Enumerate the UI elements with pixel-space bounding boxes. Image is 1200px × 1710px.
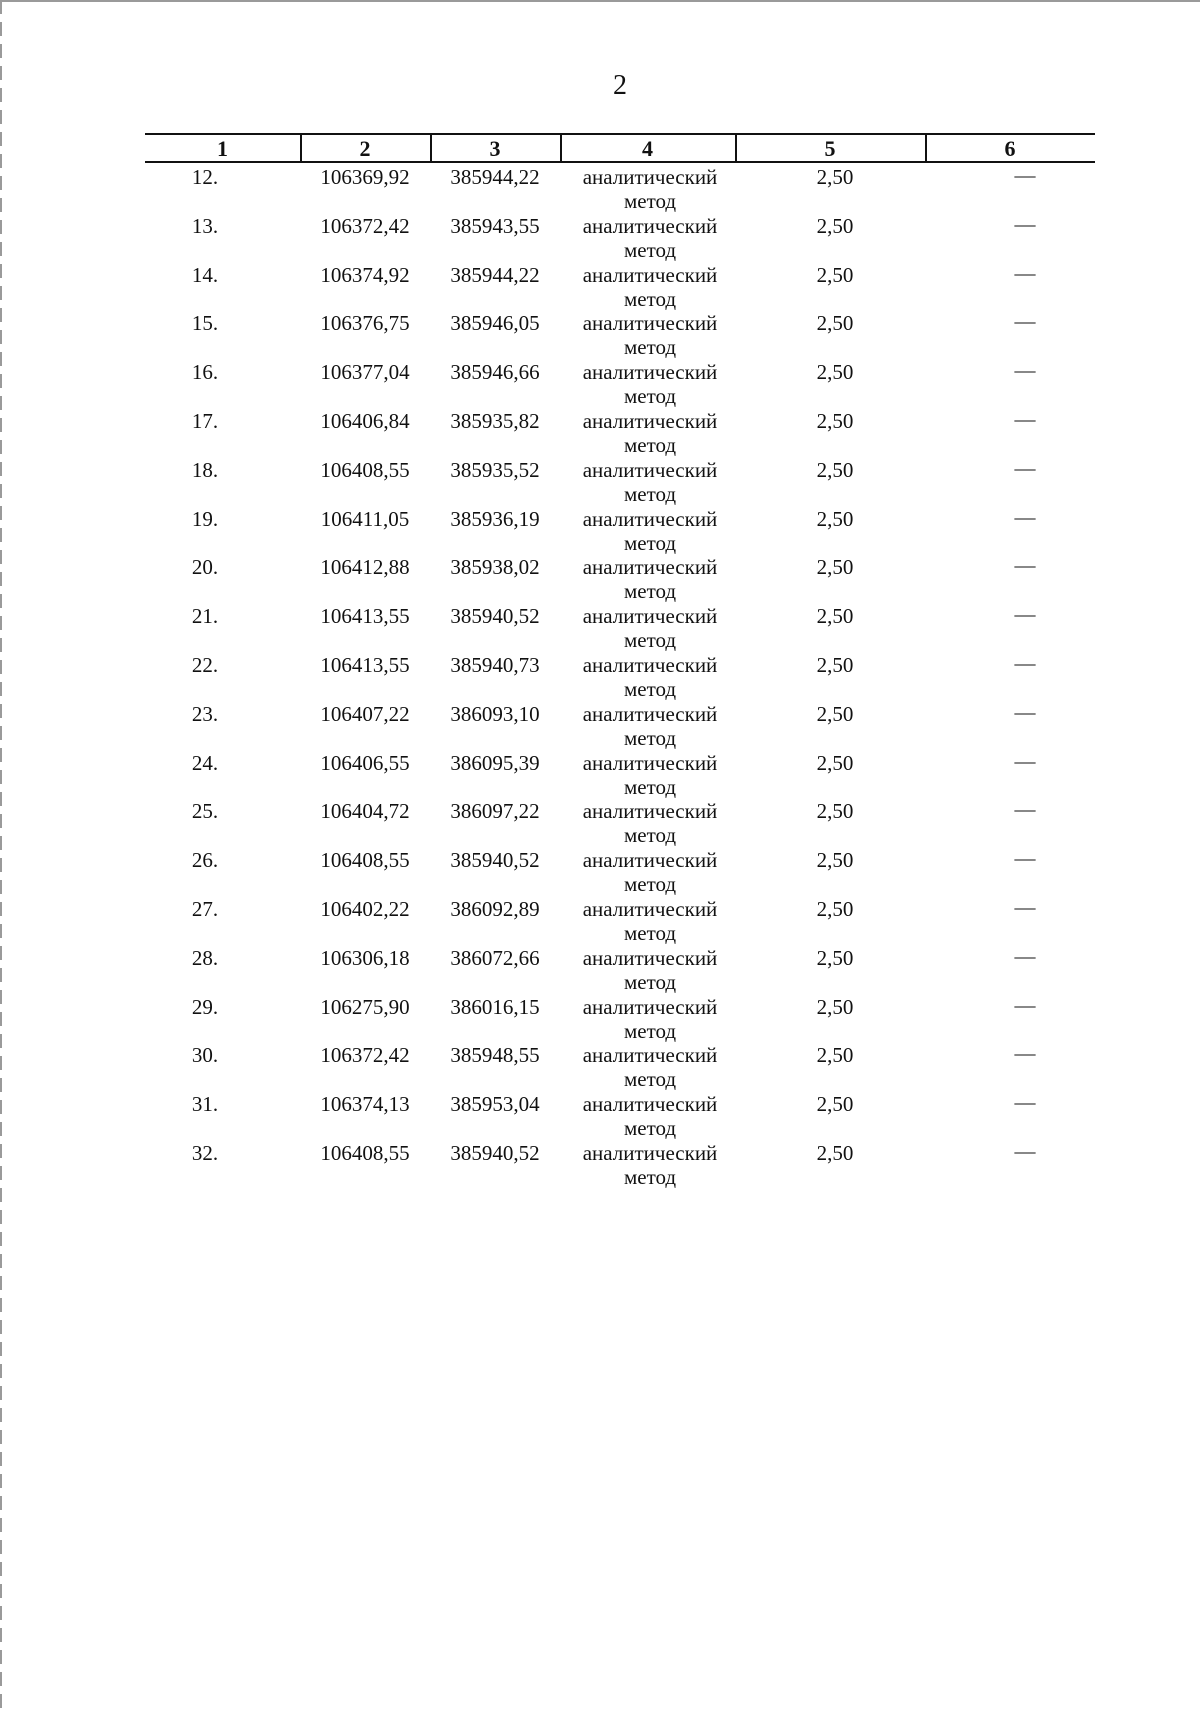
point-number: 20.: [191, 555, 219, 580]
note-cell: —: [1014, 846, 1036, 871]
coordinate-y: 386093,10: [450, 701, 540, 726]
accuracy-value: 2,50: [816, 750, 854, 775]
point-number: 22.: [191, 652, 219, 677]
point-number: 30.: [191, 1043, 219, 1068]
accuracy-value: 2,50: [816, 1140, 854, 1165]
table-row: [145, 358, 1095, 407]
note-cell: —: [1014, 1041, 1036, 1066]
method-line-2: метод: [623, 530, 677, 555]
table-row: [145, 1139, 1095, 1188]
coordinate-y: 385935,82: [450, 408, 540, 433]
method-line-2: метод: [623, 286, 677, 311]
coordinate-x: 106408,55: [320, 1140, 410, 1165]
note-cell: —: [1014, 260, 1036, 285]
accuracy-value: 2,50: [816, 1092, 854, 1117]
point-number: 14.: [191, 262, 219, 287]
method-line-1: аналитический: [582, 1092, 718, 1117]
coordinate-y: 385953,04: [450, 1092, 540, 1117]
method-cell: [560, 507, 740, 555]
method-line-1: аналитический: [582, 799, 718, 824]
coordinate-x: 106404,72: [320, 799, 410, 824]
coordinate-y: 385935,52: [450, 457, 540, 482]
point-number: 21.: [191, 604, 219, 629]
accuracy-value: 2,50: [816, 408, 854, 433]
method-cell: [560, 995, 740, 1043]
accuracy-value: 2,50: [816, 213, 854, 238]
coordinate-y: 385946,05: [450, 311, 540, 336]
point-number: 31.: [191, 1092, 219, 1117]
method-line-2: метод: [623, 676, 677, 701]
method-line-2: метод: [623, 920, 677, 945]
accuracy-value: 2,50: [816, 652, 854, 677]
method-cell: [560, 604, 740, 652]
coordinate-x: 106413,55: [320, 604, 410, 629]
method-line-1: аналитический: [582, 896, 718, 921]
point-number: 25.: [191, 799, 219, 824]
method-cell: [560, 751, 740, 799]
note-cell: —: [1014, 309, 1036, 334]
coordinate-x: 106408,55: [320, 848, 410, 873]
note-cell: —: [1014, 553, 1036, 578]
table-row: [145, 553, 1095, 602]
coordinate-y: 385940,73: [450, 652, 540, 677]
table-row: [145, 602, 1095, 651]
table-row: [145, 749, 1095, 798]
method-cell: [560, 1141, 740, 1189]
method-line-1: аналитический: [582, 1043, 718, 1068]
coordinate-x: 106372,42: [320, 1043, 410, 1068]
point-number: 17.: [191, 408, 219, 433]
point-number: 32.: [191, 1140, 219, 1165]
method-cell: [560, 458, 740, 506]
coordinate-y: 385944,22: [450, 262, 540, 287]
method-cell: [560, 214, 740, 262]
note-cell: —: [1014, 1090, 1036, 1115]
method-line-1: аналитический: [582, 750, 718, 775]
coordinate-y: 385944,22: [450, 165, 540, 189]
method-line-1: аналитический: [582, 408, 718, 433]
table-row: [145, 651, 1095, 700]
method-cell: [560, 165, 740, 213]
table-row: [145, 505, 1095, 554]
method-line-1: аналитический: [582, 652, 718, 677]
method-line-2: метод: [623, 969, 677, 994]
coordinate-y: 386092,89: [450, 896, 540, 921]
method-line-1: аналитический: [582, 360, 718, 385]
method-line-2: метод: [623, 335, 677, 360]
note-cell: —: [1014, 455, 1036, 480]
table-header: [145, 133, 1095, 163]
accuracy-value: 2,50: [816, 360, 854, 385]
coordinate-x: 106406,84: [320, 408, 410, 433]
method-cell: [560, 799, 740, 847]
note-cell: —: [1014, 992, 1036, 1017]
method-line-2: метод: [623, 1164, 677, 1189]
coordinate-x: 106377,04: [320, 360, 410, 385]
header-col-5: 5: [824, 136, 836, 161]
method-cell: [560, 263, 740, 311]
coordinates-table: [145, 133, 1095, 1188]
note-cell: —: [1014, 602, 1036, 627]
coordinate-y: 385938,02: [450, 555, 540, 580]
accuracy-value: 2,50: [816, 555, 854, 580]
point-number: 27.: [191, 896, 219, 921]
method-line-2: метод: [623, 237, 677, 262]
coordinate-y: 385943,55: [450, 213, 540, 238]
coordinate-y: 386097,22: [450, 799, 540, 824]
note-cell: —: [1014, 943, 1036, 968]
coordinate-x: 106374,13: [320, 1092, 410, 1117]
coordinate-x: 106406,55: [320, 750, 410, 775]
method-line-2: метод: [623, 579, 677, 604]
note-cell: —: [1014, 699, 1036, 724]
header-col-3: 3: [489, 136, 501, 161]
method-line-1: аналитический: [582, 262, 718, 287]
accuracy-value: 2,50: [816, 701, 854, 726]
method-line-2: метод: [623, 481, 677, 506]
table-row: [145, 993, 1095, 1042]
table-row: [145, 846, 1095, 895]
note-cell: —: [1014, 797, 1036, 822]
point-number: 19.: [191, 506, 219, 531]
coordinate-x: 106412,88: [320, 555, 410, 580]
method-line-2: метод: [623, 872, 677, 897]
method-line-1: аналитический: [582, 311, 718, 336]
method-line-2: метод: [623, 628, 677, 653]
coordinate-x: 106402,22: [320, 896, 410, 921]
point-number: 29.: [191, 994, 219, 1019]
coordinate-y: 386072,66: [450, 945, 540, 970]
method-cell: [560, 848, 740, 896]
method-line-1: аналитический: [582, 701, 718, 726]
coordinate-x: 106306,18: [320, 945, 410, 970]
table-row: [145, 700, 1095, 749]
note-cell: —: [1014, 1138, 1036, 1163]
table-row: [145, 261, 1095, 310]
accuracy-value: 2,50: [816, 262, 854, 287]
note-cell: —: [1014, 894, 1036, 919]
note-cell: —: [1014, 504, 1036, 529]
page-number: 2: [613, 70, 627, 101]
table-row: [145, 456, 1095, 505]
point-number: 18.: [191, 457, 219, 482]
coordinate-y: 385936,19: [450, 506, 540, 531]
method-line-1: аналитический: [582, 213, 718, 238]
method-line-1: аналитический: [582, 555, 718, 580]
coordinate-x: 106275,90: [320, 994, 410, 1019]
header-col-6: 6: [1004, 136, 1016, 161]
coordinate-x: 106407,22: [320, 701, 410, 726]
method-line-1: аналитический: [582, 457, 718, 482]
coordinate-y: 385948,55: [450, 1043, 540, 1068]
accuracy-value: 2,50: [816, 604, 854, 629]
method-line-1: аналитический: [582, 848, 718, 873]
method-line-2: метод: [623, 1018, 677, 1043]
accuracy-value: 2,50: [816, 896, 854, 921]
accuracy-value: 2,50: [816, 945, 854, 970]
coordinate-y: 385940,52: [450, 1140, 540, 1165]
method-line-2: метод: [623, 823, 677, 848]
method-line-2: метод: [623, 432, 677, 457]
method-cell: [560, 409, 740, 457]
method-cell: [560, 946, 740, 994]
table-row: [145, 944, 1095, 993]
method-cell: [560, 311, 740, 359]
method-line-2: метод: [623, 1067, 677, 1092]
method-cell: [560, 653, 740, 701]
method-line-2: метод: [623, 1116, 677, 1141]
point-number: 13.: [191, 213, 219, 238]
accuracy-value: 2,50: [816, 506, 854, 531]
table-row: [145, 407, 1095, 456]
method-line-1: аналитический: [582, 1140, 718, 1165]
point-number: 24.: [191, 750, 219, 775]
table-row: [145, 1041, 1095, 1090]
point-number: 12.: [191, 165, 219, 189]
note-cell: —: [1014, 650, 1036, 675]
coordinate-y: 385940,52: [450, 604, 540, 629]
coordinate-x: 106372,42: [320, 213, 410, 238]
note-cell: —: [1014, 748, 1036, 773]
method-line-1: аналитический: [582, 994, 718, 1019]
table-row: [145, 1090, 1095, 1139]
scan-top-edge: [0, 0, 1200, 2]
method-line-2: метод: [623, 189, 677, 213]
point-number: 23.: [191, 701, 219, 726]
method-line-2: метод: [623, 725, 677, 750]
accuracy-value: 2,50: [816, 1043, 854, 1068]
point-number: 16.: [191, 360, 219, 385]
point-number: 15.: [191, 311, 219, 336]
note-cell: —: [1014, 163, 1036, 187]
accuracy-value: 2,50: [816, 799, 854, 824]
scan-left-edge: [0, 0, 2, 1710]
method-line-1: аналитический: [582, 604, 718, 629]
coordinate-y: 386095,39: [450, 750, 540, 775]
coordinate-x: 106376,75: [320, 311, 410, 336]
method-cell: [560, 1092, 740, 1140]
coordinate-y: 386016,15: [450, 994, 540, 1019]
method-line-1: аналитический: [582, 945, 718, 970]
method-line-1: аналитический: [582, 165, 718, 189]
table-body: [145, 163, 1095, 1188]
coordinate-x: 106411,05: [320, 506, 410, 531]
accuracy-value: 2,50: [816, 311, 854, 336]
method-line-2: метод: [623, 774, 677, 799]
method-line-2: метод: [623, 384, 677, 409]
header-col-4: 4: [642, 136, 653, 161]
method-cell: [560, 555, 740, 603]
accuracy-value: 2,50: [816, 165, 854, 189]
note-cell: —: [1014, 358, 1036, 383]
method-cell: [560, 897, 740, 945]
coordinate-y: 385940,52: [450, 848, 540, 873]
table-row: [145, 163, 1095, 212]
note-cell: —: [1014, 406, 1036, 431]
table-row: [145, 309, 1095, 358]
coordinate-x: 106413,55: [320, 652, 410, 677]
table-row: [145, 212, 1095, 261]
point-number: 26.: [191, 848, 219, 873]
coordinate-y: 385946,66: [450, 360, 540, 385]
method-cell: [560, 702, 740, 750]
accuracy-value: 2,50: [816, 994, 854, 1019]
header-col-2: 2: [359, 136, 371, 161]
accuracy-value: 2,50: [816, 457, 854, 482]
coordinate-x: 106369,92: [320, 165, 410, 189]
method-cell: [560, 1043, 740, 1091]
accuracy-value: 2,50: [816, 848, 854, 873]
table-row: [145, 797, 1095, 846]
coordinate-x: 106374,92: [320, 262, 410, 287]
method-cell: [560, 360, 740, 408]
point-number: 28.: [191, 945, 219, 970]
note-cell: —: [1014, 211, 1036, 236]
coordinate-x: 106408,55: [320, 457, 410, 482]
method-line-1: аналитический: [582, 506, 718, 531]
header-col-1: 1: [217, 136, 228, 161]
table-row: [145, 895, 1095, 944]
